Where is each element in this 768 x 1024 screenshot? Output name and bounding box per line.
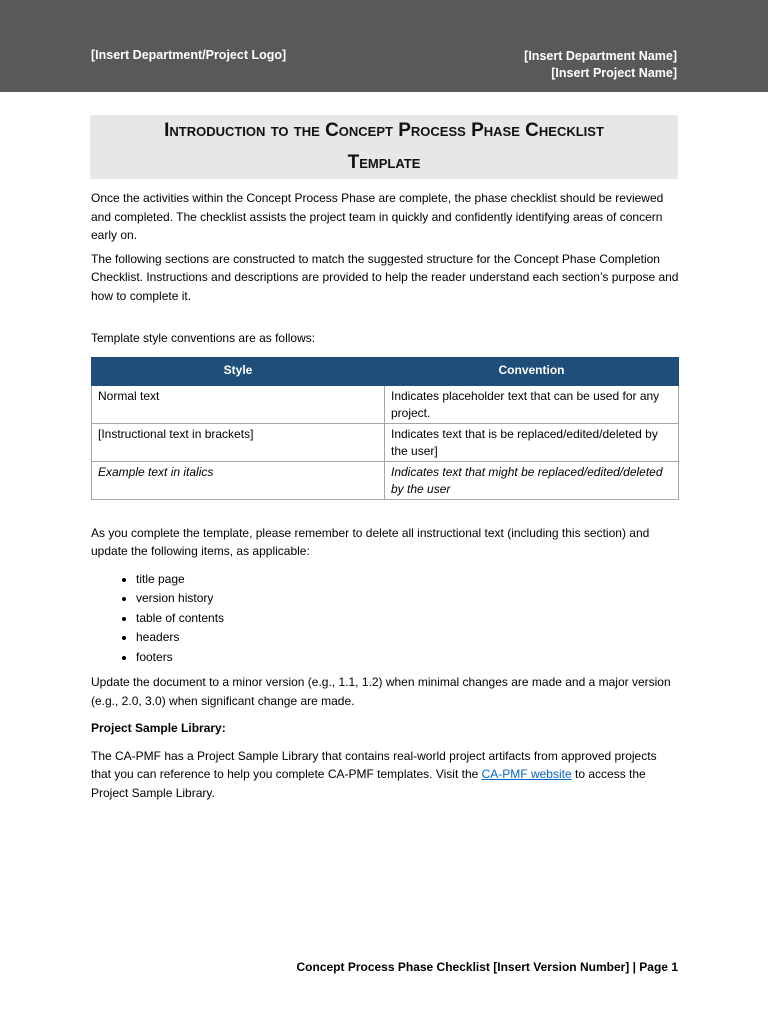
table-cell-style: [Instructional text in brackets] bbox=[92, 423, 385, 461]
intro-paragraph-1: Once the activities within the Concept Process Phase are complete, the phase checklist should be reviewed and completed. The checklist assists the project team in quickly and confidently identifying areas of concern early on. bbox=[91, 191, 664, 242]
logo-placeholder: [Insert Department/Project Logo] bbox=[91, 48, 287, 62]
list-item: • table of contents bbox=[136, 609, 679, 629]
list-item: • version history bbox=[136, 589, 679, 609]
table-row bbox=[92, 423, 679, 461]
document-body bbox=[91, 189, 679, 807]
table-cell-convention: Indicates text that might be replaced/edited/deleted by the user bbox=[385, 461, 679, 499]
update-items-list bbox=[91, 570, 679, 668]
project-name: [Insert Project Name] bbox=[551, 66, 677, 80]
table-cell-style: Normal text bbox=[92, 385, 385, 423]
title-line-1: Introduction to the Concept Process Phase Checklist bbox=[164, 120, 604, 141]
table-row bbox=[92, 385, 679, 423]
table-cell-convention: Indicates text that is be replaced/edited/deleted by the user] bbox=[385, 423, 679, 461]
title-line-2: Template bbox=[347, 152, 421, 173]
sample-library-heading: Project Sample Library: bbox=[91, 721, 226, 735]
header-names bbox=[524, 48, 677, 82]
table-cell-convention: Indicates placeholder text that can be used for any project. bbox=[385, 385, 679, 423]
table-header-convention: Convention bbox=[385, 357, 679, 385]
list-item: • headers bbox=[136, 628, 679, 648]
style-conventions-table bbox=[91, 357, 679, 500]
intro-paragraph-2: The following sections are constructed to match the suggested structure for the Concept Phase Completion Checklist. Instructions and descriptions are provided to help the reader understand each section’s purpose and how to complete it. bbox=[91, 251, 679, 303]
ca-pmf-website-link[interactable]: CA-PMF website bbox=[481, 767, 572, 781]
table-cell-style: Example text in italics bbox=[92, 461, 385, 499]
table-header-style: Style bbox=[92, 357, 385, 385]
page-footer: Concept Process Phase Checklist [Insert Version Number] | Page 1 bbox=[296, 960, 678, 974]
list-item: • title page bbox=[136, 570, 679, 590]
table-header-row bbox=[92, 357, 679, 385]
sample-library-text-before: The CA-PMF has a Project Sample Library that contains real-world project artifacts from approved projects that you can reference to help you complete CA-PMF templates. Visit the bbox=[91, 748, 657, 781]
table-row bbox=[92, 461, 679, 499]
page-title bbox=[90, 115, 678, 179]
complete-template-paragraph: As you complete the template, please remember to delete all instructional text (including this section) and update the following items, as applicable: bbox=[91, 525, 650, 558]
department-name: [Insert Department Name] bbox=[524, 49, 677, 63]
sample-library-text-after: to access the Project Sample Library. bbox=[91, 767, 646, 800]
page-header bbox=[0, 0, 768, 92]
sample-library-paragraph bbox=[91, 747, 679, 803]
style-conventions-intro: Template style conventions are as follows: bbox=[91, 331, 316, 345]
version-update-paragraph: Update the document to a minor version (e.g., 1.1, 1.2) when minimal changes are made and a major version (e.g., 2.0, 3.0) when significant change are made. bbox=[91, 675, 671, 708]
list-item: • footers bbox=[136, 648, 679, 668]
